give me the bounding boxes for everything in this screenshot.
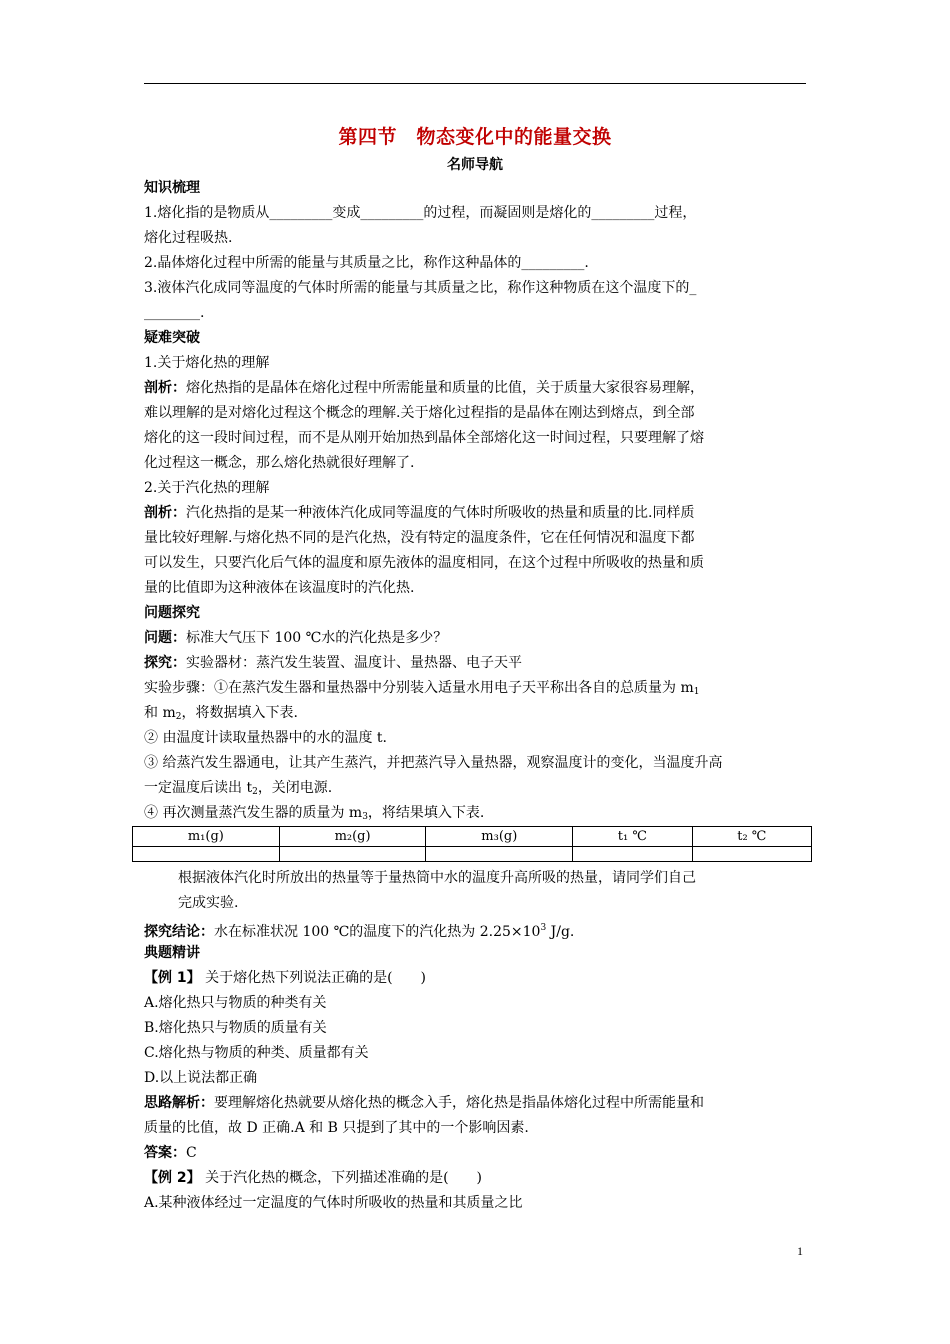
explore-text: 实验器材：蒸汽发生装置、温度计、量热器、电子天平 bbox=[186, 655, 522, 671]
table-cell bbox=[692, 847, 811, 862]
answer-label: 答案： bbox=[144, 1145, 186, 1161]
knowledge-line-1: 1.熔化指的是物质从_________变成_________的过程，而凝固则是熔化的_________过程， bbox=[144, 205, 697, 221]
analysis-label: 思路解析： bbox=[144, 1095, 214, 1111]
difficulty-p2-line-4: 量的比值即为这种液体在该温度时的汽化热. bbox=[144, 580, 415, 596]
example-2-question: 关于汽化热的概念，下列描述准确的是( ) bbox=[200, 1170, 482, 1186]
analysis-line-1: 要理解熔化热就要从熔化热的概念入手，熔化热是指晶体熔化过程中所需能量和 bbox=[214, 1095, 704, 1111]
difficulty-p2-line-3: 可以发生，只要汽化后气体的温度和原先液体的温度相同，在这个过程中所吸收的热量和质 bbox=[144, 555, 704, 571]
table-cell bbox=[133, 847, 280, 862]
inquiry-after-1: 根据液体汽化时所放出的热量等于量热筒中水的温度升高所吸的热量，请同学们自己 bbox=[178, 870, 696, 886]
step-6-subscript: 3 bbox=[362, 812, 368, 822]
conclusion-text: 水在标准状况 100 ℃的温度下的汽化热为 2.25×10 bbox=[214, 924, 541, 940]
example-1-question: 关于熔化热下列说法正确的是( ) bbox=[200, 970, 426, 986]
section-heading-knowledge: 知识梳理 bbox=[144, 180, 200, 196]
step-1: 实验步骤：①在蒸汽发生器和量热器中分别装入适量水用电子天平称出各自的总质量为 m bbox=[144, 680, 694, 696]
example-1-option-d: D.以上说法都正确 bbox=[144, 1070, 258, 1086]
table-header-cell: t₂ ℃ bbox=[692, 827, 811, 847]
document-body bbox=[144, 176, 808, 1216]
difficulty-p1-line-2: 难以理解的是对熔化过程这个概念的理解.关于熔化过程指的是晶体在刚达到熔点，到全部 bbox=[144, 405, 695, 421]
difficulty-title-1: 1.关于熔化热的理解 bbox=[144, 355, 270, 371]
table-header-cell: t₁ ℃ bbox=[573, 827, 692, 847]
section-heading-inquiry: 问题探究 bbox=[144, 605, 200, 621]
conclusion-label: 探究结论： bbox=[144, 924, 214, 940]
table-header-cell: m₂(g) bbox=[279, 827, 426, 847]
table-header-cell: m₃(g) bbox=[426, 827, 573, 847]
conclusion-unit: J/g. bbox=[546, 924, 575, 940]
difficulty-p2-line-2: 量比较好理解.与熔化热不同的是汽化热，没有特定的温度条件，它在任何情况和温度下都 bbox=[144, 530, 695, 546]
question-label: 问题： bbox=[144, 630, 186, 646]
difficulty-title-2: 2.关于汽化热的理解 bbox=[144, 480, 270, 496]
step-5-subscript: 2 bbox=[252, 787, 258, 797]
section-heading-difficulty: 疑难突破 bbox=[144, 330, 200, 346]
analysis-label: 剖析： bbox=[144, 505, 186, 521]
step-2b: ，将数据填入下表. bbox=[181, 705, 298, 721]
page-number: 1 bbox=[797, 1244, 803, 1258]
example-1-option-a: A.熔化热只与物质的种类有关 bbox=[144, 995, 327, 1011]
analysis-label: 剖析： bbox=[144, 380, 186, 396]
conclusion-superscript: 3 bbox=[540, 923, 547, 933]
knowledge-line-3: 2.晶体熔化过程中所需的能量与其质量之比，称作这种晶体的_________. bbox=[144, 255, 589, 271]
example-2-label: 【例 2】 bbox=[144, 1170, 201, 1186]
table-cell bbox=[279, 847, 426, 862]
difficulty-p1-line-1: 熔化热指的是晶体在熔化过程中所需能量和质量的比值，关于质量大家很容易理解， bbox=[186, 380, 704, 396]
question-text: 标准大气压下 100 ℃水的汽化热是多少？ bbox=[186, 630, 448, 646]
table-cell bbox=[573, 847, 692, 862]
data-table bbox=[132, 826, 812, 862]
explore-label: 探究： bbox=[144, 655, 186, 671]
knowledge-line-4: 3.液体汽化成同等温度的气体时所需的能量与其质量之比，称作这种物质在这个温度下的_ bbox=[144, 280, 697, 296]
step-6a: ④ 再次测量蒸汽发生器的质量为 m bbox=[144, 805, 363, 821]
step-2a: 和 m bbox=[144, 705, 176, 721]
step-5a: 一定温度后读出 t bbox=[144, 780, 253, 796]
page-subtitle: 名师导航 bbox=[447, 157, 503, 173]
example-2-option-a: A.某种液体经过一定温度的气体时所吸收的热量和其质量之比 bbox=[144, 1195, 523, 1211]
step-4: ③ 给蒸汽发生器通电，让其产生蒸汽，并把蒸汽导入量热器，观察温度计的变化，当温度升高 bbox=[144, 755, 723, 771]
example-1-label: 【例 1】 bbox=[144, 970, 201, 986]
table-header-row bbox=[133, 827, 812, 847]
step-1-subscript: 1 bbox=[693, 687, 700, 697]
knowledge-line-2: 熔化过程吸热. bbox=[144, 230, 233, 246]
step-3: ② 由温度计读取量热器中的水的温度 t. bbox=[144, 730, 387, 746]
answer-text: C bbox=[186, 1145, 197, 1161]
difficulty-p2-line-1: 汽化热指的是某一种液体汽化成同等温度的气体时所吸收的热量和质量的比.同样质 bbox=[186, 505, 695, 521]
page-title: 第四节 物态变化中的能量交换 bbox=[338, 126, 612, 148]
difficulty-p1-line-4: 化过程这一概念，那么熔化热就很好理解了. bbox=[144, 455, 415, 471]
knowledge-line-5: ________. bbox=[144, 305, 205, 321]
header-rule bbox=[144, 83, 806, 84]
table-row bbox=[133, 847, 812, 862]
inquiry-after-2: 完成实验. bbox=[178, 895, 239, 911]
step-2-subscript: 2 bbox=[175, 712, 182, 722]
table-header-cell: m₁(g) bbox=[133, 827, 280, 847]
section-heading-examples: 典题精讲 bbox=[144, 945, 200, 961]
analysis-line-2: 质量的比值，故 D 正确.A 和 B 只提到了其中的一个影响因素. bbox=[144, 1120, 529, 1136]
example-1-option-b: B.熔化热只与物质的质量有关 bbox=[144, 1020, 327, 1036]
difficulty-p1-line-3: 熔化的这一段时间过程，而不是从刚开始加热到晶体全部熔化这一时间过程，只要理解了熔 bbox=[144, 430, 704, 446]
step-6b: ，将结果填入下表. bbox=[367, 805, 485, 821]
step-5b: ，关闭电源. bbox=[257, 780, 333, 796]
example-1-option-c: C.熔化热与物质的种类、质量都有关 bbox=[144, 1045, 369, 1061]
table-cell bbox=[426, 847, 573, 862]
